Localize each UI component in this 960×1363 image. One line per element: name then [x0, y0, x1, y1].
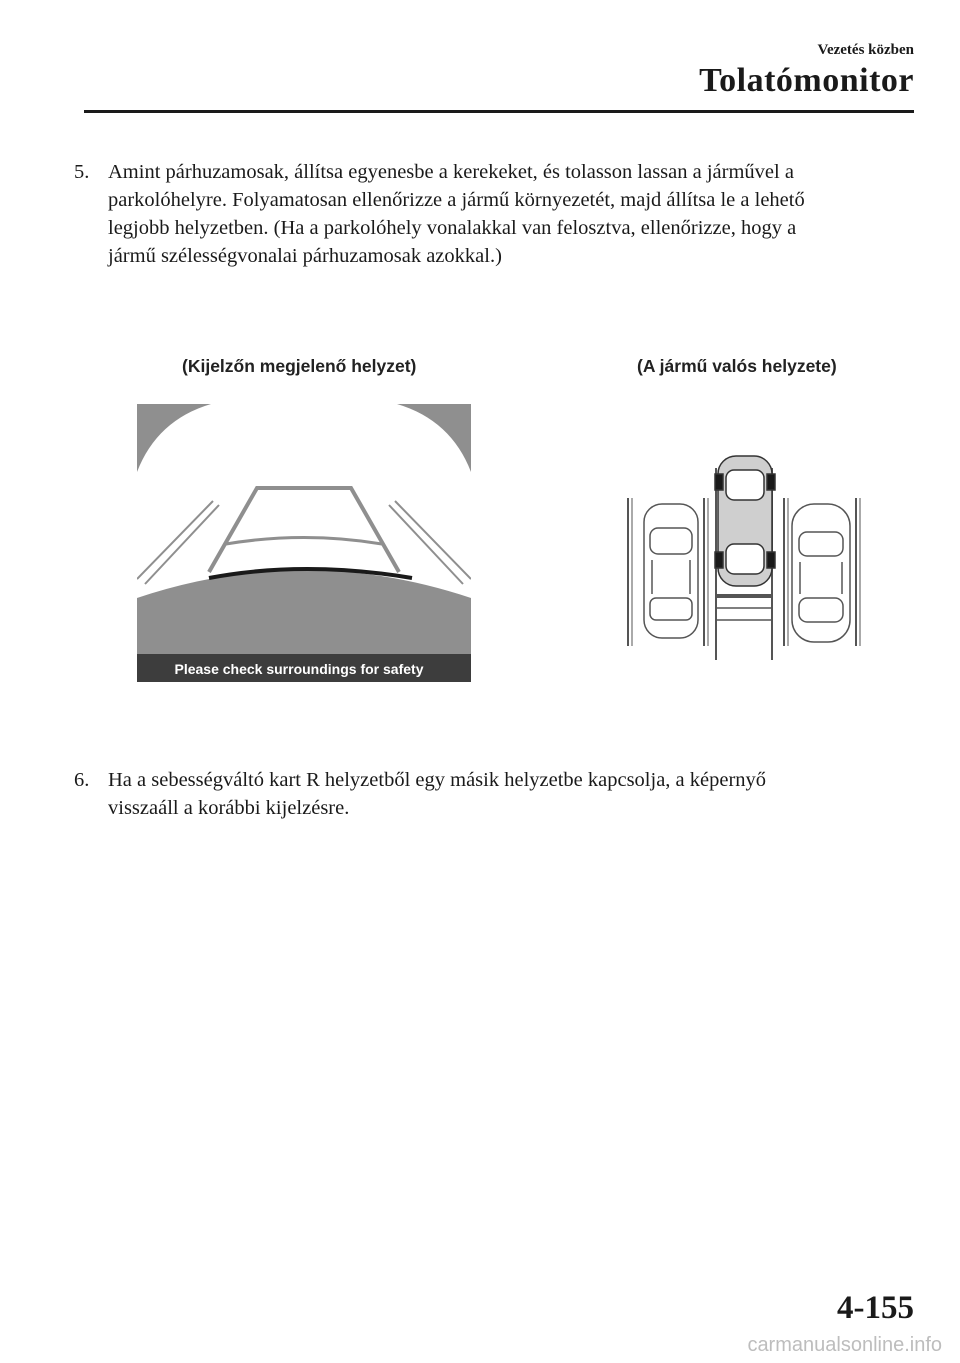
step-line: parkolóhelyre. Folyamatosan ellenőrizze a jármű környezetét, majd állítsa le a lehető: [108, 189, 805, 211]
step-line: jármű szélességvonalai párhuzamosak azokkal.): [108, 245, 502, 267]
step-line: visszaáll a korábbi kijelzésre.: [108, 797, 350, 819]
page-number: 4-155: [837, 1290, 914, 1326]
section-label: Vezetés közben: [817, 42, 914, 58]
step-line: Ha a sebességváltó kart R helyzetből egy másik helyzetbe kapcsolja, a képernyő: [108, 769, 767, 791]
actual-caption: (A jármű valós helyzete): [637, 356, 837, 376]
parked-car-left: [644, 504, 698, 638]
page-title: Tolatómonitor: [699, 62, 914, 99]
step-line: legjobb helyzetben. (Ha a parkolóhely vonalakkal van felosztva, ellenőrizze, hogy a: [108, 217, 797, 239]
camera-screen-illustration: [137, 404, 471, 682]
step-line: Amint párhuzamosak, állítsa egyenesbe a kerekeket, és tolasson lassan a járművel a: [108, 161, 794, 183]
step-number: 5.: [74, 161, 90, 183]
parked-car-right: [792, 504, 850, 642]
step-number: 6.: [74, 769, 90, 791]
step-5: [74, 158, 904, 270]
header-rule: [84, 110, 914, 113]
parking-position-illustration: [600, 448, 870, 663]
step-6: [74, 766, 904, 822]
watermark: carmanualsonline.info: [747, 1334, 942, 1356]
screen-banner-text: Please check surroundings for safety: [174, 661, 424, 677]
display-caption: (Kijelzőn megjelenő helyzet): [182, 356, 417, 376]
reversing-car: [715, 456, 775, 586]
